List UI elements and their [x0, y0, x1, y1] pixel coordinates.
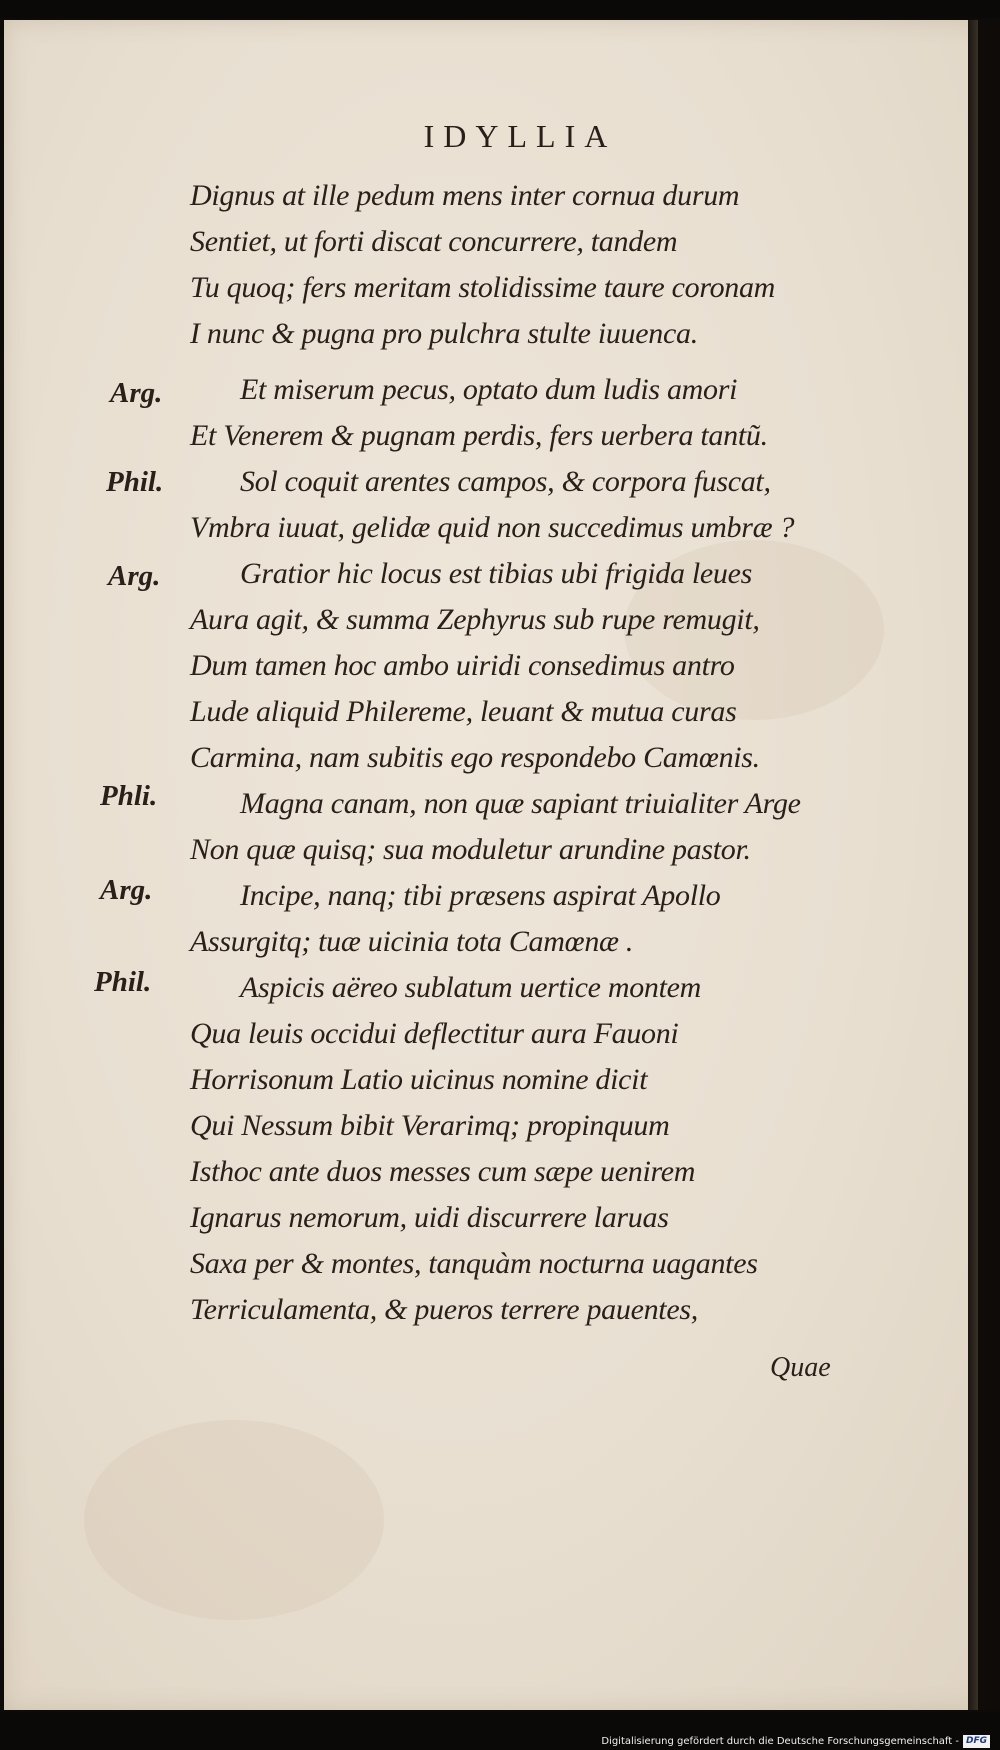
- verse-line: Gratior hic locus est tibias ubi frigida leues: [240, 557, 753, 590]
- speaker-label: Phil.: [94, 966, 152, 998]
- page-edge-shadow: [978, 20, 1000, 1710]
- verse-line: Lude aliquid Philereme, leuant & mutua curas: [190, 695, 737, 728]
- verse-line: Saxa per & montes, tanquàm nocturna uagantes: [190, 1247, 758, 1280]
- verse-line: Dum tamen hoc ambo uiridi consedimus antro: [190, 649, 735, 682]
- verse-line: Carmina, nam subitis ego respondebo Camœnis.: [190, 741, 760, 774]
- verse-line: Dignus at ille pedum mens inter cornua durum: [190, 179, 740, 212]
- verse-line: Sol coquit arentes campos, & corpora fuscat,: [240, 465, 771, 498]
- verse-line: I nunc & pugna pro pulchra stulte iuuenca.: [190, 317, 698, 350]
- verse-line: Aspicis aëreo sublatum uertice montem: [240, 971, 702, 1004]
- verse-line: Tu quoq; fers meritam stolidissime taure coronam: [190, 271, 776, 304]
- verse-line: Ignarus nemorum, uidi discurrere laruas: [190, 1201, 669, 1234]
- verse-line: Vmbra iuuat, gelidæ quid non succedimus umbræ ?: [190, 511, 795, 544]
- speaker-label: Arg.: [108, 560, 161, 592]
- digitization-credit: [601, 1733, 990, 1749]
- verse-line: Qui Nessum bibit Verarimq; propinquum: [190, 1109, 670, 1142]
- verse-line: Qua leuis occidui deflectitur aura Fauoni: [190, 1017, 679, 1050]
- speaker-label: Arg.: [110, 377, 163, 409]
- verse-line: Et miserum pecus, optato dum ludis amori: [240, 373, 738, 406]
- dfg-logo-icon: DFG: [963, 1735, 990, 1748]
- paper-stain: [84, 1420, 384, 1620]
- speaker-label: Phli.: [100, 780, 158, 812]
- credit-text: Digitalisierung gefördert durch die Deutsche Forschungsgemeinschaft -: [601, 1735, 959, 1747]
- running-header: IDYLLIA: [423, 118, 617, 154]
- verse-line: Aura agit, & summa Zephyrus sub rupe remugit,: [190, 603, 760, 636]
- verse-line: Terriculamenta, & pueros terrere pauentes,: [190, 1293, 698, 1326]
- speaker-label: Arg.: [100, 874, 153, 906]
- verse-line: Incipe, nanq; tibi præsens aspirat Apollo: [240, 879, 721, 912]
- verse-line: Isthoc ante duos messes cum sæpe uenirem: [190, 1155, 696, 1188]
- verse-line: Et Venerem & pugnam perdis, fers uerbera tantũ.: [190, 419, 768, 452]
- catchword: Quae: [770, 1352, 831, 1383]
- verse-line: Non quæ quisq; sua moduletur arundine pastor.: [190, 833, 751, 866]
- verse-line: Horrisonum Latio uicinus nomine dicit: [190, 1063, 648, 1096]
- verse-line: Assurgitq; tuæ uicinia tota Camœnæ .: [190, 925, 634, 958]
- verse-line: Magna canam, non quæ sapiant triuialiter Arge: [240, 787, 801, 820]
- verse-line: Sentiet, ut forti discat concurrere, tandem: [190, 225, 678, 258]
- speaker-label: Phil.: [106, 466, 164, 498]
- top-border: [0, 0, 1000, 18]
